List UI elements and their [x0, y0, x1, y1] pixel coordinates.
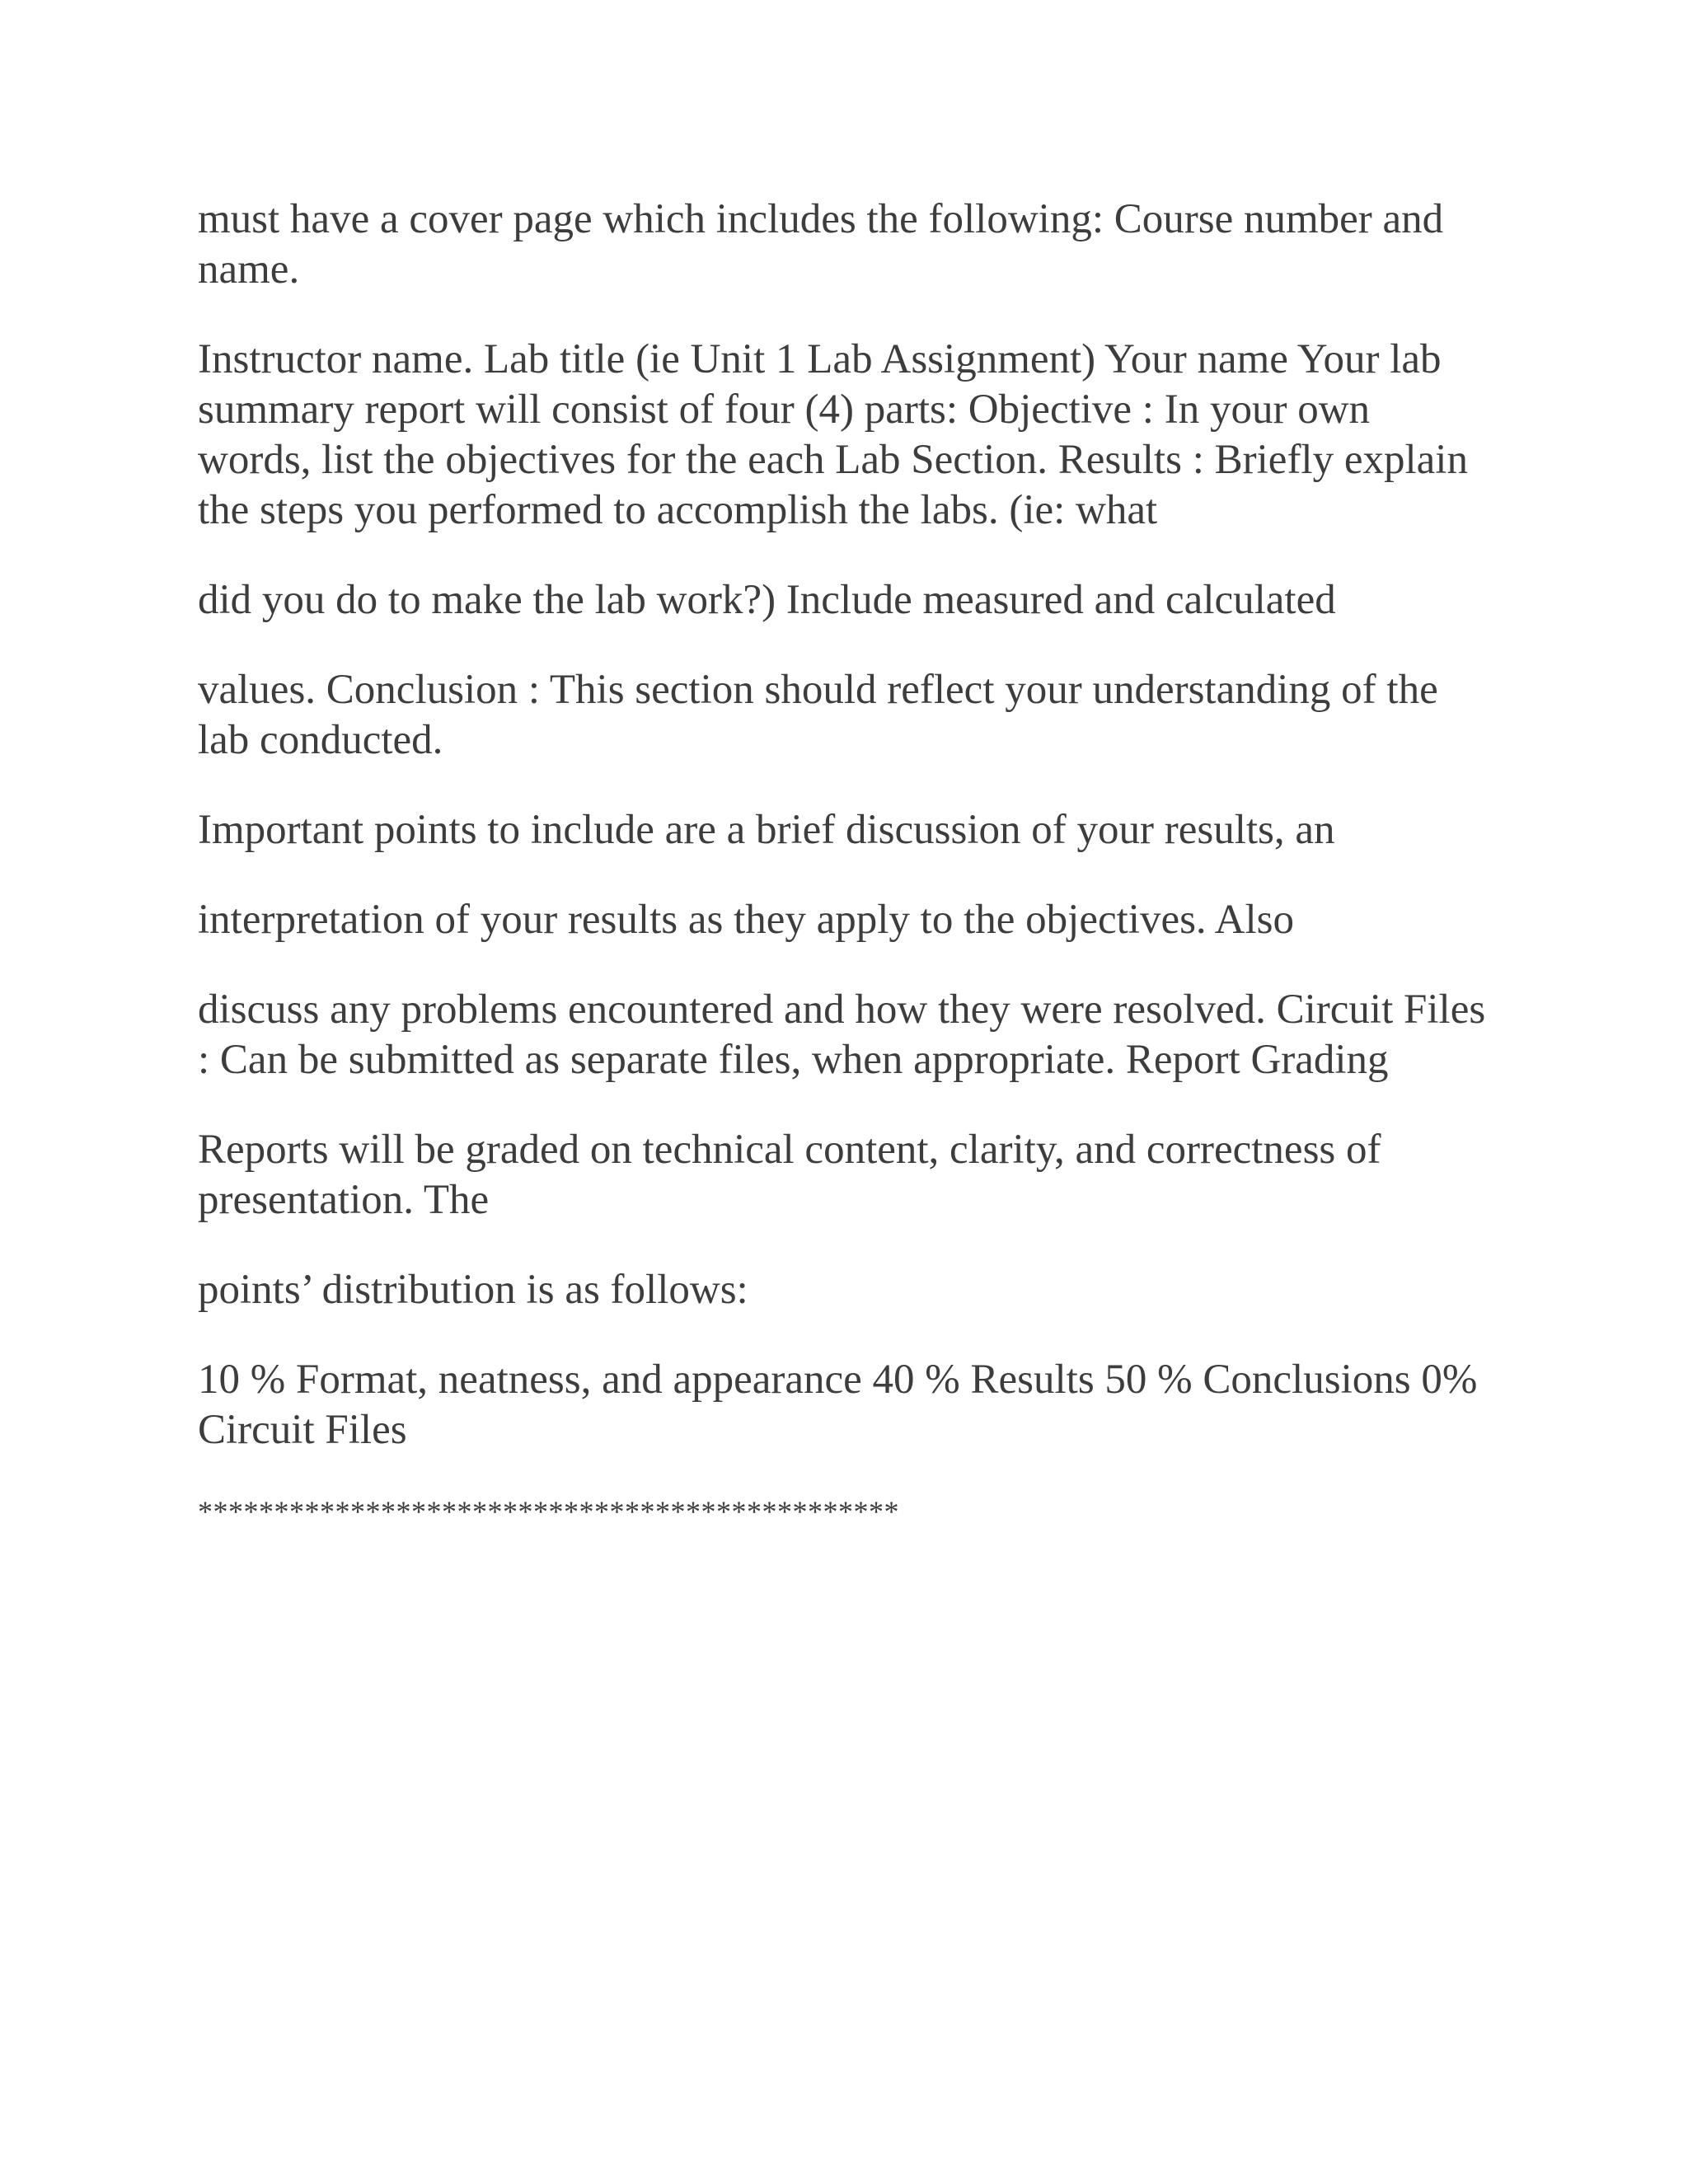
paragraph-important-points: Important points to include are a brief discussion of your results, an [198, 807, 1335, 853]
document-body [198, 194, 1492, 1528]
paragraph-percentages: 10 % Format, neatness, and appearance 40 % Results 50 % Conclusions 0% Circuit Files [198, 1357, 1478, 1453]
paragraph-cover-page: must have a cover page which includes the following: Course number and name. [198, 196, 1444, 293]
paragraph-lab-work: did you do to make the lab work?) Include measured and calculated [198, 577, 1336, 623]
paragraph-grading-criteria: Reports will be graded on technical content, clarity, and correctness of presentation. The [198, 1127, 1381, 1223]
paragraph-points-distribution: points’ distribution is as follows: [198, 1267, 748, 1313]
paragraph-report-parts: Instructor name. Lab title (ie Unit 1 Lab Assignment) Your name Your lab summary report will consist of four (4) parts: Objective : In your own words, list the objectives for the each Lab Section. Results : Briefly explain the steps you performed to accomplish the labs. (ie: what [198, 336, 1468, 533]
paragraph-interpretation: interpretation of your results as they apply to the objectives. Also [198, 897, 1294, 943]
paragraph-conclusion: values. Conclusion : This section should reflect your understanding of the lab conducted. [198, 667, 1438, 763]
separator-line: ********************************************** [198, 1495, 899, 1528]
paragraph-problems-circuit-files: discuss any problems encountered and how they were resolved. Circuit Files : Can be submitted as separate files, when appropriate. Report Grading [198, 987, 1486, 1083]
